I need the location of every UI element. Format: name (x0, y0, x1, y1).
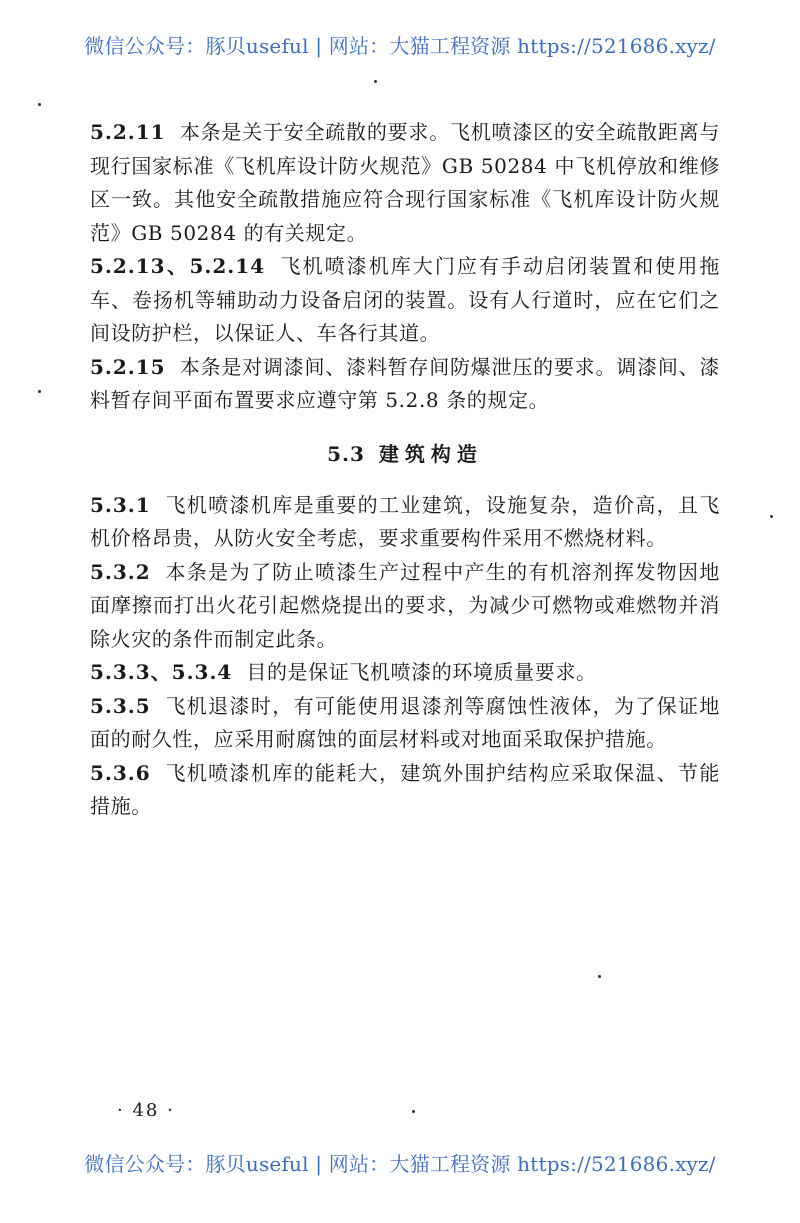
clause-text: 飞机喷漆机库是重要的工业建筑，设施复杂，造价高，且飞机价格昂贵，从防火安全考虑，要求重要构件采用不燃烧材料。 (90, 492, 720, 550)
scan-speck (598, 975, 601, 978)
clause-text: 本条是为了防止喷漆生产过程中产生的有机溶剂挥发物因地面摩擦而打出火花引起燃烧提出的要求，为减少可燃物或难燃物并消除火灾的条件而制定此条。 (90, 559, 720, 651)
clause-5-2-13-14 (90, 250, 720, 351)
clause-text: 飞机喷漆机库的能耗大，建筑外围护结构应采取保温、节能措施。 (90, 760, 720, 818)
clause-number: 5.2.11 (90, 120, 166, 144)
clause-number: 5.3.3、5.3.4 (90, 660, 233, 684)
clause-number: 5.3.2 (90, 559, 151, 584)
page-number: · 48 · (117, 1100, 175, 1121)
clause-5-3-3-4 (90, 656, 720, 690)
clause-text: 本条是关于安全疏散的要求。飞机喷漆区的安全疏散距离与现行国家标准《飞机库设计防火规范》GB 50284 中飞机停放和维修区一致。其他安全疏散措施应符合现行国家标准《飞机库设计防火规范》GB 50284 的有关规定。 (90, 120, 720, 245)
scan-speck (38, 103, 41, 106)
clause-5-3-6 (90, 757, 720, 824)
clause-5-3-1 (90, 489, 720, 556)
section-title: 建筑构造 (378, 441, 483, 466)
clause-text: 目的是保证飞机喷漆的环境质量要求。 (246, 660, 597, 684)
clause-number: 5.3.6 (90, 760, 151, 785)
clause-5-2-11 (90, 116, 720, 250)
clause-number: 5.3.5 (90, 693, 151, 718)
clause-text: 飞机喷漆机库大门应有手动启闭装置和使用拖车、卷扬机等辅助动力设备启闭的装置。设有人行道时，应在它们之间设防护栏，以保证人、车各行其道。 (90, 254, 720, 345)
clause-number: 5.3.1 (90, 492, 151, 517)
clause-number: 5.2.15 (90, 354, 166, 379)
clause-5-3-2 (90, 556, 720, 657)
scan-speck (38, 390, 41, 393)
clause-text: 本条是对调漆间、漆料暂存间防爆泄压的要求。调漆间、漆料暂存间平面布置要求应遵守第 5.2.8 条的规定。 (90, 354, 720, 412)
watermark-top: 微信公众号：豚贝useful | 网站：大猫工程资源 https://521686.xyz/ (84, 34, 716, 58)
document-body (90, 116, 720, 824)
clause-5-3-5 (90, 690, 720, 757)
scan-speck (374, 80, 377, 83)
scan-speck (770, 515, 773, 518)
clause-number: 5.2.13、5.2.14 (90, 254, 266, 278)
scan-speck (412, 1110, 415, 1113)
section-number: 5.3 (327, 441, 365, 466)
clause-text: 飞机退漆时，有可能使用退漆剂等腐蚀性液体，为了保证地面的耐久性，应采用耐腐蚀的面层材料或对地面采取保护措施。 (90, 693, 720, 751)
section-heading (90, 438, 720, 467)
watermark-bottom: 微信公众号：豚贝useful | 网站：大猫工程资源 https://521686.xyz/ (84, 1152, 716, 1176)
clause-5-2-15 (90, 351, 720, 418)
